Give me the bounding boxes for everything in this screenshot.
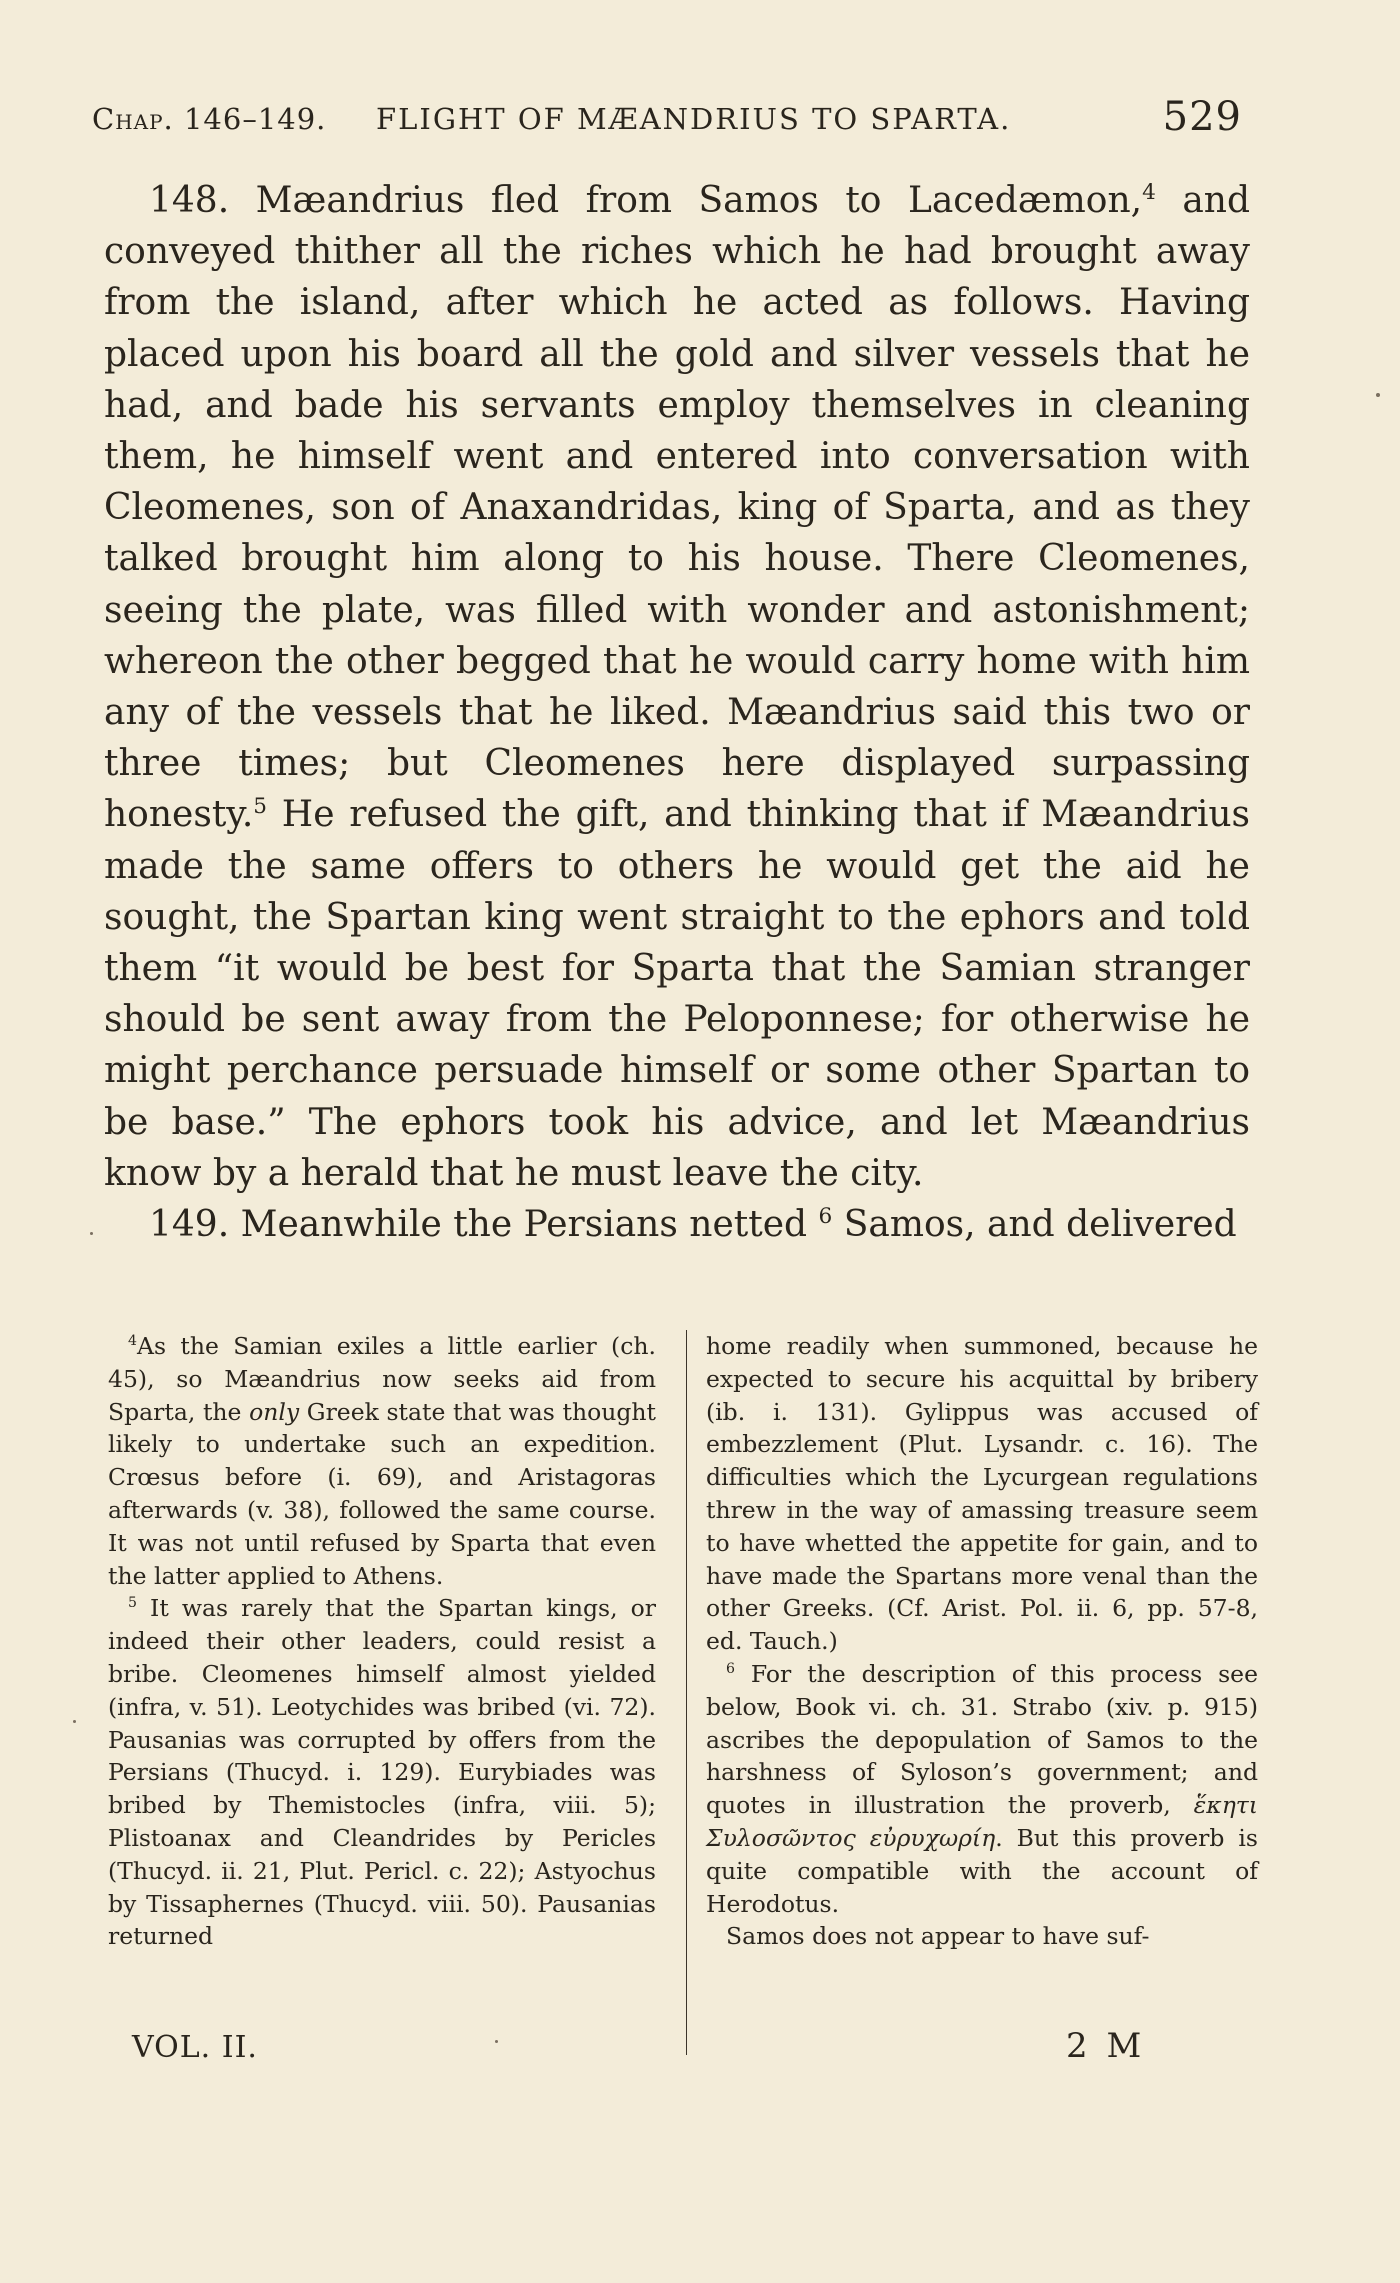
footnote-4-text-b: Greek state that was thought likely to undertake such an expedition. Crœsus before (i. 69), and Aristagoras afterwards (v. 38), followed the same course. It was not until refused by Sparta that even the latter applied to Athens. <box>108 1397 656 1590</box>
footnote-ref-6[interactable]: 6 <box>818 1204 833 1230</box>
footnote-6 <box>706 1658 1258 1920</box>
page-number: 529 <box>1162 94 1242 140</box>
paragraph-148 <box>104 175 1250 1199</box>
footnote-5-text: It was rarely that the Spartan kings, or indeed their other leaders, could resist a bribe. Cleomenes himself almost yielded (infra, v. 51). Leotychides was bribed (vi. 72). Pausanias was corrupted by offers from the Persians (Thucyd. i. 129). Eurybiades was bribed by Themistocles (infra, viii. 5); Plistoanax and Cleandrides by Pericles (Thucyd. ii. 21, Plut. Pericl. c. 22); Astyochus by Tissaphernes (Thucyd. viii. 50). Pausanias returned <box>108 1594 656 1951</box>
footnote-mark-4: 4 <box>128 1333 137 1350</box>
column-divider <box>686 1330 687 2055</box>
paragraph-149-text-a: Meanwhile the Persians netted <box>240 1204 808 1246</box>
footnote-mark-6: 6 <box>726 1661 735 1678</box>
paragraph-148-text-b: and conveyed thither all the riches which he had brought away from the island, after which he acted as follows. Having placed upon his board all the gold and silver vessels that he had, and bade his servants employ themselves in cleaning them, he himself went and entered into conversation with Cleomenes, son of Anaxandridas, king of Sparta, and as they talked brought him along to his house. There Cleomenes, seeing the plate, was filled with wonder and astonishment; whereon the other begged that he would carry home with him any of the vessels that he liked. Mæandrius said this two or three times; but Cleomenes here displayed surpassing honesty. <box>104 180 1251 836</box>
paragraph-149 <box>104 1199 1250 1250</box>
section-number-148: 148. <box>149 180 230 221</box>
signature-mark: 2 M <box>1066 2026 1146 2066</box>
footnote-mark-5: 5 <box>128 1595 137 1612</box>
chapter-range: Chap. 146–149. <box>92 102 327 136</box>
footnote-4 <box>108 1330 656 1592</box>
footnotes-left-column <box>108 1330 656 1953</box>
paper-speck <box>495 2040 498 2043</box>
paper-speck <box>1376 393 1380 397</box>
paper-speck <box>90 1232 93 1235</box>
footnote-continuation-line: Samos does not appear to have suf- <box>726 1922 1150 1951</box>
paragraph-149-text-b: Samos, and delivered <box>832 1204 1237 1246</box>
footnote-4-text-a: As the Samian exiles a little earlier (ch. 45), so Mæandrius now seeks aid from Sparta, the <box>108 1332 656 1426</box>
paper-speck <box>73 1720 76 1723</box>
footnote-6-text-a: For the description of this process see below, Book vi. ch. 31. Strabo (xiv. p. 915) ascribes the depopulation of Samos to the harshness of Syloson’s government; and quotes in illustration the proverb, <box>706 1659 1258 1820</box>
volume-label: VOL. II. <box>132 2030 258 2065</box>
main-text <box>104 175 1250 1250</box>
greek-proverb: ἕκητι Συλοσῶντος εὐρυχωρίη <box>706 1791 1258 1852</box>
footnotes-right-column <box>706 1330 1258 1953</box>
footnote-5 <box>108 1592 656 1953</box>
footnote-4-emphasis: only <box>249 1397 300 1426</box>
footnote-ref-5[interactable]: 5 <box>253 794 268 820</box>
footnote-5-continued: home readily when summoned, because he expected to secure his acquittal by bribery (ib. i. 131). Gylippus was accused of embezzlement (Plut. Lysandr. c. 16). The difficulties which the Lycurgean regulations threw in the way of amassing treasure seem to have whetted the appetite for gain, and to have made the Spartans more venal than the other Greeks. (Cf. Arist. Pol. ii. 6, pp. 57-8, ed. Tauch.) <box>706 1332 1258 1656</box>
footnote-6-text-b: . But this proverb is quite compatible with the account of Herodotus. <box>706 1823 1258 1918</box>
paragraph-148-text-c: He refused the gift, and thinking that if Mæandrius made the same offers to others he would get the aid he sought, the Spartan king went straight to the ephors and told them “it would be best for Sparta that the Samian stranger should be sent away from the Peloponnese; for otherwise he might perchance persuade himself or some other Spartan to be base.” The ephors took his advice, and let Mæandrius know by a herald that he must leave the city. <box>104 794 1250 1194</box>
page-title: FLIGHT OF MÆANDRIUS TO SPARTA. <box>376 102 1012 136</box>
paragraph-148-text-a: Mæandrius fled from Samos to Lacedæmon, <box>255 180 1143 221</box>
footnote-ref-4[interactable]: 4 <box>1142 180 1156 205</box>
running-header <box>92 94 1272 160</box>
section-number-149: 149. <box>149 1204 230 1246</box>
